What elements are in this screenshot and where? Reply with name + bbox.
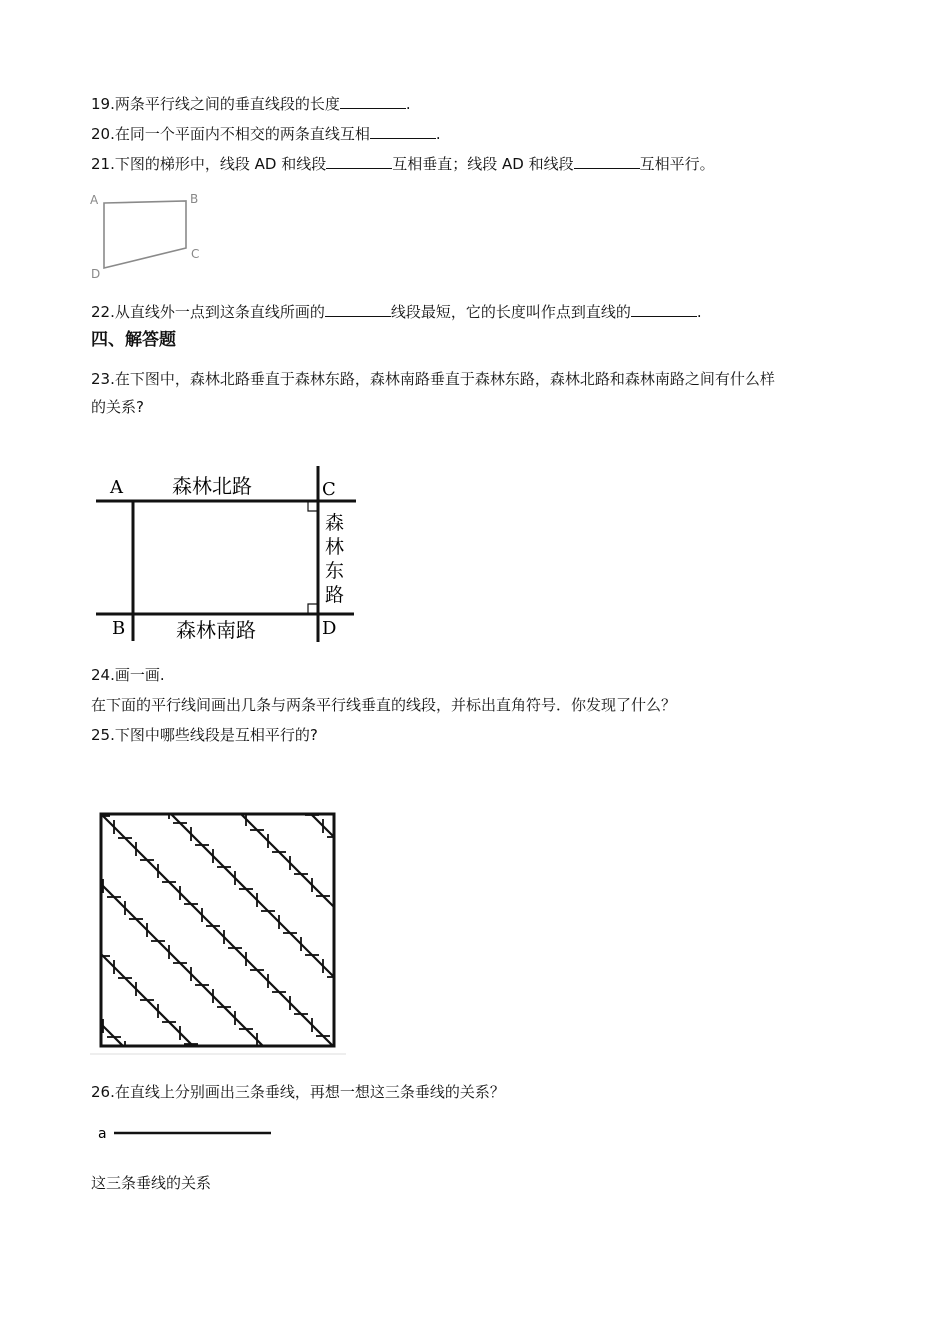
- diagonal-line: [81, 724, 361, 1004]
- question-20-end: .: [435, 125, 441, 143]
- answer-blank[interactable]: [631, 301, 697, 317]
- question-21-part1: 21.下图的梯形中，线段 AD 和线段: [91, 155, 327, 173]
- question-22-part2: 线段最短，它的长度叫作点到直线的: [390, 303, 631, 321]
- diagonal-line: [81, 864, 361, 1144]
- question-25: 25.下图中哪些线段是互相平行的?: [91, 726, 318, 744]
- question-24-line1: 24.画一画.: [91, 666, 165, 684]
- question-26: 26.在直线上分别画出三条垂线，再想一想这三条垂线的关系？: [91, 1083, 505, 1101]
- south-road-label: 森林南路: [176, 618, 256, 642]
- question-19: [91, 93, 411, 114]
- question-22-end: .: [696, 303, 702, 321]
- label-b: B: [112, 618, 126, 639]
- trapezoid-figure: [88, 188, 208, 283]
- section-heading: 四、解答题: [91, 330, 176, 350]
- question-22: [91, 301, 702, 322]
- question-23-line2: 的关系?: [91, 398, 144, 416]
- answer-blank[interactable]: [370, 123, 436, 139]
- question-20-text: 20.在同一个平面内不相交的两条直线互相: [91, 125, 370, 143]
- answer-blank[interactable]: [340, 93, 406, 109]
- label-c: C: [191, 247, 200, 261]
- question-21-part2: 互相垂直；线段 AD 和线段: [392, 155, 574, 173]
- label-b: B: [190, 192, 199, 206]
- east-road-char: 林: [325, 536, 345, 558]
- road-map-figure: [96, 466, 358, 644]
- diagonal-line: [81, 934, 361, 1214]
- east-road-char: 路: [325, 584, 345, 606]
- label-d: D: [322, 618, 337, 639]
- question-19-end: .: [405, 95, 411, 113]
- trapezoid-shape: [104, 201, 186, 268]
- question-19-text: 19.两条平行线之间的垂直线段的长度: [91, 95, 340, 113]
- question-23-line1: 23.在下图中，森林北路垂直于森林东路，森林南路垂直于森林东路，森林北路和森林南路之间有什么样: [91, 370, 775, 388]
- zollner-pattern-figure: [90, 805, 348, 1057]
- answer-blank[interactable]: [325, 301, 391, 317]
- label-d: D: [91, 267, 101, 281]
- east-road-char: 东: [325, 560, 345, 582]
- label-a: A: [110, 477, 123, 498]
- answer-blank[interactable]: [326, 153, 392, 169]
- label-c: C: [322, 479, 336, 500]
- label-a: A: [90, 193, 99, 207]
- line-a-figure: [96, 1124, 276, 1144]
- question-22-part1: 22.从直线外一点到这条直线所画的: [91, 303, 325, 321]
- north-road-label: 森林北路: [172, 474, 252, 498]
- question-26-answer-label: 这三条垂线的关系: [91, 1174, 212, 1192]
- question-24-line2: 在下面的平行线间画出几条与两条平行线垂直的线段，并标出直角符号．你发现了什么？: [91, 696, 677, 714]
- question-21: [91, 153, 715, 174]
- line-a-label: a: [98, 1126, 107, 1142]
- diagonal-line: [81, 1074, 361, 1344]
- answer-blank[interactable]: [574, 153, 640, 169]
- east-road-char: 森: [325, 512, 345, 534]
- question-21-part3: 互相平行。: [639, 155, 715, 173]
- diagonal-line: [81, 794, 361, 1074]
- question-20: [91, 123, 441, 144]
